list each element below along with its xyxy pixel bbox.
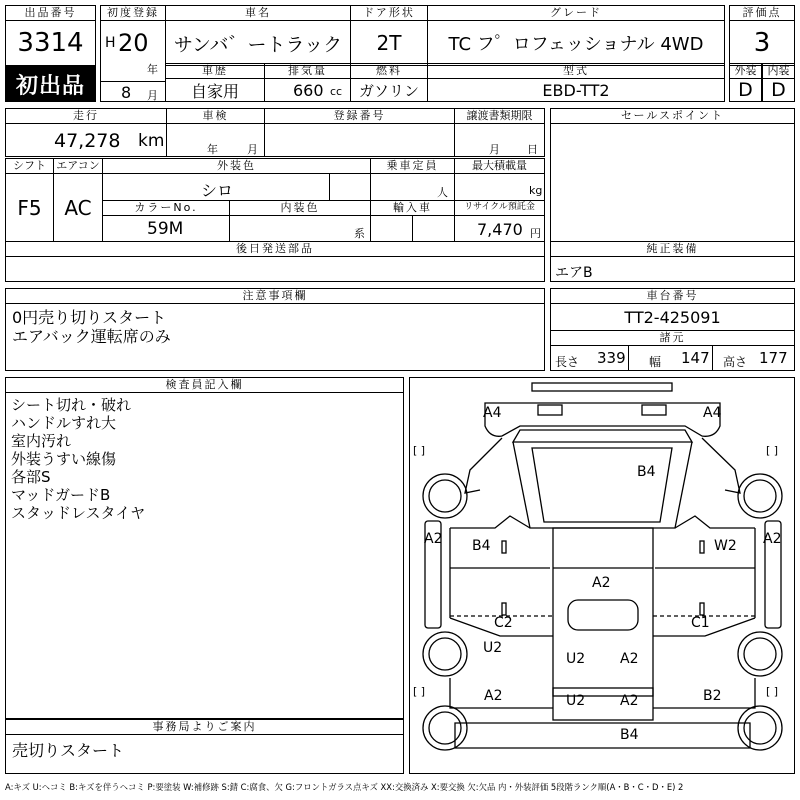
damage-code: A4 — [703, 405, 722, 421]
sales-point-label: セールスポイント — [550, 108, 795, 124]
capacity-cell — [370, 173, 455, 201]
inspection-cell — [166, 123, 265, 157]
month-unit: 月 — [147, 89, 158, 102]
bracket-mark: [ ] — [413, 444, 426, 457]
office-notice: 売切りスタート — [5, 734, 404, 774]
color-number-label: カラーNo. — [102, 200, 230, 216]
model-label: 型式 — [427, 63, 725, 79]
height-value: 177 — [759, 349, 788, 367]
sales-point — [550, 123, 795, 242]
dims-divider — [712, 345, 713, 371]
displacement-cell — [264, 78, 351, 102]
inspector-line: マッドガードB — [11, 486, 111, 504]
interior-color-label: 内装色 — [229, 200, 371, 216]
length-value: 339 — [597, 349, 626, 367]
fuel-label: 燃料 — [350, 63, 428, 79]
inspector-line: 各部S — [11, 468, 51, 486]
capacity-unit: 人 — [437, 186, 448, 199]
first-listing-badge: 初出品 — [5, 66, 96, 102]
history: 自家用 — [165, 78, 265, 102]
damage-code: U2 — [566, 651, 586, 667]
later-parts — [5, 256, 545, 282]
dims-divider — [628, 345, 629, 371]
registration-number — [264, 123, 455, 157]
shift-label: シフト — [5, 158, 54, 174]
recycle-deposit: 7,470 — [477, 220, 523, 239]
registration-number-label: 登録番号 — [264, 108, 455, 124]
registration-year: 20 — [118, 29, 149, 57]
recycle-unit: 円 — [530, 227, 541, 240]
genuine-equipment: エアB — [555, 265, 593, 281]
color-number-cell — [102, 215, 230, 242]
registration-month-cell — [100, 81, 166, 102]
mileage-label: 走行 — [5, 108, 167, 124]
lot-number-label: 出品番号 — [5, 5, 96, 21]
max-load-unit: kg — [529, 184, 543, 197]
damage-code: B4 — [637, 464, 656, 480]
year-unit: 年 — [147, 63, 158, 76]
car-name: サンバ゛ートラック — [165, 20, 351, 66]
inspection-year-unit: 年 — [207, 143, 218, 156]
inspector-line: 室内汚れ — [11, 432, 72, 450]
dimensions-label: 諸元 — [550, 330, 795, 346]
color-number: 59M — [147, 219, 184, 239]
interior-grade-label: 内装 — [762, 63, 795, 79]
inspector-line: 外装うすい線傷 — [11, 450, 117, 468]
history-label: 車歴 — [165, 63, 265, 79]
bracket-mark: [ ] — [766, 685, 779, 698]
mileage: 47,278 — [54, 130, 121, 152]
recycle-deposit-label: リサイクル預託金 — [454, 200, 545, 216]
exterior-grade-label: 外装 — [729, 63, 762, 79]
damage-code: B4 — [472, 538, 491, 554]
inspector-label: 検査員記入欄 — [5, 377, 404, 393]
first-registration-label: 初度登録 — [100, 5, 166, 21]
mileage-cell — [5, 123, 167, 157]
office-notice-label: 事務局よりご案内 — [5, 719, 404, 735]
notes-line: 0円売り切りスタート — [12, 308, 167, 327]
car-name-label: 車名 — [165, 5, 351, 21]
exterior-color-label: 外装色 — [102, 158, 371, 174]
exterior-grade: D — [729, 78, 762, 102]
damage-code: C2 — [494, 615, 513, 631]
import-label: 輸入車 — [370, 200, 455, 216]
model-code: EBD-TT2 — [427, 78, 725, 102]
inspection-month-unit: 月 — [247, 143, 258, 156]
capacity-label: 乗車定員 — [370, 158, 455, 174]
damage-code: A2 — [424, 531, 443, 547]
door-type: 2T — [350, 20, 428, 66]
notes-line: エアバック運転席のみ — [12, 327, 171, 346]
chassis-number-label: 車台番号 — [550, 288, 795, 304]
damage-code: A2 — [592, 575, 611, 591]
import-cell-b — [412, 215, 455, 242]
exterior-color-cell — [102, 173, 330, 201]
damage-code: U2 — [483, 640, 503, 656]
recycle-deposit-cell — [454, 215, 545, 242]
damage-diagram — [409, 377, 795, 774]
damage-code: A2 — [620, 651, 639, 667]
damage-code: B4 — [620, 727, 639, 743]
grade-label: グレード — [427, 5, 725, 21]
transfer-deadline-cell — [454, 123, 545, 157]
height-label: 高さ — [723, 355, 748, 369]
shift: F5 — [5, 173, 54, 242]
inspection-label: 車検 — [166, 108, 265, 124]
exterior-color-extra — [329, 173, 371, 201]
exterior-color: シロ — [201, 181, 234, 200]
bracket-mark: [ ] — [766, 444, 779, 457]
notes-box — [5, 303, 545, 371]
transfer-deadline-label: 譲渡書類期限 — [454, 108, 545, 124]
damage-code: A2 — [763, 531, 782, 547]
damage-code: C1 — [691, 615, 710, 631]
inspector-line: スタッドレスタイヤ — [11, 504, 146, 522]
max-load-label: 最大積載量 — [454, 158, 545, 174]
aircon-label: エアコン — [53, 158, 103, 174]
interior-color-unit: 系 — [354, 227, 365, 240]
inspector-notes — [5, 392, 404, 719]
displacement: 660 — [293, 81, 324, 100]
aircon: AC — [53, 173, 103, 242]
displacement-unit: cc — [330, 85, 343, 98]
damage-code: B2 — [703, 688, 722, 704]
score-label: 評価点 — [729, 5, 795, 21]
door-type-label: ドア形状 — [350, 5, 428, 21]
transfer-day-unit: 日 — [527, 143, 538, 156]
fuel: ガソリン — [350, 78, 428, 102]
width-value: 147 — [681, 349, 710, 367]
score: 3 — [729, 20, 795, 66]
bracket-mark: [ ] — [413, 685, 426, 698]
lot-number: 3314 — [5, 20, 96, 66]
interior-grade: D — [762, 78, 795, 102]
mileage-unit: km — [138, 131, 165, 151]
later-parts-label: 後日発送部品 — [5, 241, 545, 257]
inspector-line: ハンドルすれ大 — [11, 414, 117, 432]
grade: TC フ゜ロフェッショナル 4WD — [427, 20, 725, 66]
genuine-equipment-cell — [550, 256, 795, 282]
width-label: 幅 — [649, 355, 662, 369]
length-label: 長さ — [555, 355, 580, 369]
chassis-number: TT2-425091 — [550, 303, 795, 331]
damage-code: A2 — [484, 688, 503, 704]
genuine-equipment-label: 純正装備 — [550, 241, 795, 257]
displacement-label: 排気量 — [264, 63, 351, 79]
inspector-line: シート切れ・破れ — [11, 396, 132, 414]
dimensions-cell — [550, 345, 795, 371]
transfer-month-unit: 月 — [489, 143, 500, 156]
notes-label: 注意事項欄 — [5, 288, 545, 304]
import-cell-a — [370, 215, 413, 242]
damage-code: W2 — [714, 538, 737, 554]
damage-legend: A:キズ U:ヘコミ B:キズを伴うヘコミ P:要塗装 W:補修跡 S:錆 C:腐食、欠 G:フロントガラス点キズ XX:交換済み X:要交換 欠:欠品 内・外装評価 5段階ランク順(A・B・C・D・E) 2 — [5, 782, 684, 792]
damage-code: A4 — [483, 405, 502, 421]
damage-code: U2 — [566, 693, 586, 709]
era: H — [105, 35, 116, 51]
damage-code: A2 — [620, 693, 639, 709]
first-registration-cell — [100, 20, 166, 82]
interior-color-cell — [229, 215, 371, 242]
registration-month: 8 — [121, 83, 132, 102]
max-load-cell — [454, 173, 545, 201]
